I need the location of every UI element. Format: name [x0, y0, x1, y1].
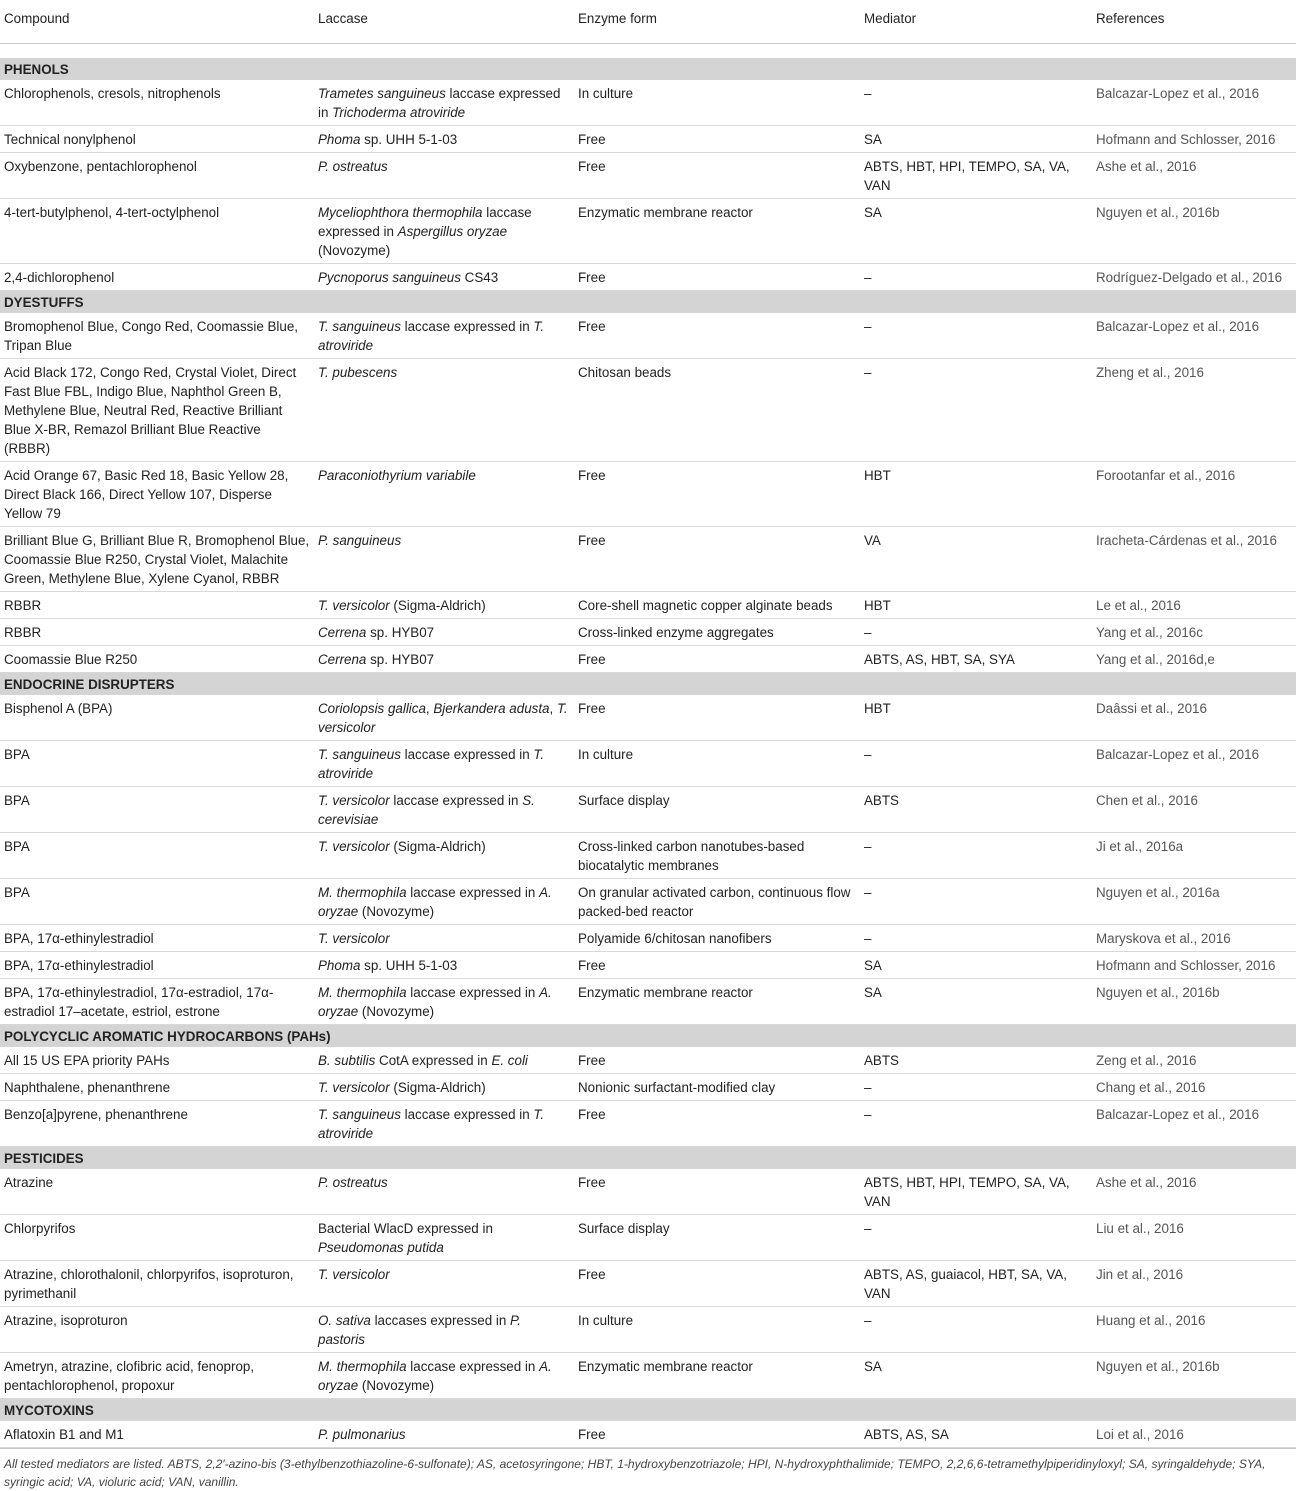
cell-mediator: –	[860, 925, 1092, 952]
cell-mediator: HBT	[860, 695, 1092, 741]
cell-compound: Ametryn, atrazine, clofibric acid, fenoprop, pentachlorophenol, propoxur	[0, 1353, 314, 1399]
cell-reference: Zeng et al., 2016	[1092, 1047, 1296, 1074]
cell-reference: Balcazar-Lopez et al., 2016	[1092, 313, 1296, 359]
cell-enzyme-form: Core-shell magnetic copper alginate beads	[574, 592, 860, 619]
cell-enzyme-form: Nonionic surfactant-modified clay	[574, 1074, 860, 1101]
cell-enzyme-form: Enzymatic membrane reactor	[574, 979, 860, 1025]
cell-reference: Liu et al., 2016	[1092, 1215, 1296, 1261]
table-row	[0, 592, 1296, 619]
cell-reference: Le et al., 2016	[1092, 592, 1296, 619]
cell-mediator: –	[860, 313, 1092, 359]
cell-enzyme-form: Free	[574, 1101, 860, 1147]
table-row	[0, 1421, 1296, 1448]
header-references: References	[1092, 0, 1296, 44]
cell-enzyme-form: Free	[574, 1261, 860, 1307]
cell-enzyme-form: Free	[574, 1047, 860, 1074]
cell-enzyme-form: Surface display	[574, 787, 860, 833]
table-row	[0, 1101, 1296, 1147]
table-row	[0, 1074, 1296, 1101]
cell-mediator: HBT	[860, 592, 1092, 619]
cell-enzyme-form: Enzymatic membrane reactor	[574, 1353, 860, 1399]
cell-laccase: Paraconiothyrium variabile	[314, 462, 574, 527]
cell-laccase: P. pulmonarius	[314, 1421, 574, 1448]
cell-reference: Ashe et al., 2016	[1092, 153, 1296, 199]
cell-laccase: P. sanguineus	[314, 527, 574, 592]
cell-mediator: –	[860, 1101, 1092, 1147]
table-row	[0, 462, 1296, 527]
cell-reference: Forootanfar et al., 2016	[1092, 462, 1296, 527]
section-header-row	[0, 291, 1296, 314]
cell-mediator: –	[860, 833, 1092, 879]
cell-enzyme-form: Free	[574, 1421, 860, 1448]
cell-mediator: –	[860, 264, 1092, 291]
cell-laccase: Myceliophthora thermophila laccase expressed in Aspergillus oryzae (Novozyme)	[314, 199, 574, 264]
table-row	[0, 1169, 1296, 1215]
cell-compound: Atrazine, isoproturon	[0, 1307, 314, 1353]
cell-laccase: T. versicolor (Sigma-Aldrich)	[314, 592, 574, 619]
cell-compound: RBBR	[0, 592, 314, 619]
cell-reference: Jin et al., 2016	[1092, 1261, 1296, 1307]
cell-compound: BPA, 17α-ethinylestradiol	[0, 925, 314, 952]
cell-enzyme-form: Free	[574, 153, 860, 199]
cell-laccase: Cerrena sp. HYB07	[314, 646, 574, 673]
cell-laccase: T. versicolor (Sigma-Aldrich)	[314, 833, 574, 879]
header-mediator: Mediator	[860, 0, 1092, 44]
header-enzyme-form: Enzyme form	[574, 0, 860, 44]
cell-reference: Balcazar-Lopez et al., 2016	[1092, 80, 1296, 126]
cell-laccase: T. versicolor	[314, 1261, 574, 1307]
cell-compound: Technical nonylphenol	[0, 126, 314, 153]
header-row	[0, 0, 1296, 44]
section-title: PESTICIDES	[0, 1147, 1296, 1170]
cell-reference: Balcazar-Lopez et al., 2016	[1092, 1101, 1296, 1147]
table-row	[0, 646, 1296, 673]
cell-enzyme-form: Free	[574, 527, 860, 592]
table-row	[0, 1353, 1296, 1399]
table-row	[0, 1215, 1296, 1261]
table-row	[0, 1261, 1296, 1307]
cell-laccase: P. ostreatus	[314, 153, 574, 199]
cell-compound: Acid Black 172, Congo Red, Crystal Violet, Direct Fast Blue FBL, Indigo Blue, Naphthol Green B, Methylene Blue, Neutral Red, Reactive Brilliant Blue X-BR, Remazol Brilliant Blue Reactive (RBBR)	[0, 359, 314, 462]
header-laccase: Laccase	[314, 0, 574, 44]
table-row	[0, 126, 1296, 153]
cell-laccase: M. thermophila laccase expressed in A. oryzae (Novozyme)	[314, 1353, 574, 1399]
cell-enzyme-form: Free	[574, 462, 860, 527]
cell-enzyme-form: On granular activated carbon, continuous flow packed-bed reactor	[574, 879, 860, 925]
cell-mediator: –	[860, 619, 1092, 646]
cell-compound: Chlorpyrifos	[0, 1215, 314, 1261]
cell-mediator: SA	[860, 126, 1092, 153]
table-row	[0, 313, 1296, 359]
cell-mediator: –	[860, 359, 1092, 462]
cell-enzyme-form: Free	[574, 313, 860, 359]
cell-mediator: ABTS	[860, 1047, 1092, 1074]
cell-mediator: VA	[860, 527, 1092, 592]
cell-mediator: –	[860, 879, 1092, 925]
table-row	[0, 1307, 1296, 1353]
table-row	[0, 695, 1296, 741]
section-title: ENDOCRINE DISRUPTERS	[0, 673, 1296, 696]
cell-reference: Yang et al., 2016d,e	[1092, 646, 1296, 673]
table-row	[0, 741, 1296, 787]
cell-laccase: M. thermophila laccase expressed in A. oryzae (Novozyme)	[314, 879, 574, 925]
cell-compound: BPA, 17α-ethinylestradiol, 17α-estradiol, 17α-estradiol 17–acetate, estriol, estrone	[0, 979, 314, 1025]
cell-laccase: T. versicolor laccase expressed in S. cerevisiae	[314, 787, 574, 833]
cell-mediator: –	[860, 80, 1092, 126]
cell-enzyme-form: Free	[574, 126, 860, 153]
section-title: POLYCYCLIC AROMATIC HYDROCARBONS (PAHs)	[0, 1025, 1296, 1048]
cell-enzyme-form: Free	[574, 264, 860, 291]
cell-compound: Atrazine	[0, 1169, 314, 1215]
cell-compound: BPA	[0, 787, 314, 833]
cell-compound: RBBR	[0, 619, 314, 646]
section-title: DYESTUFFS	[0, 291, 1296, 314]
cell-reference: Rodríguez-Delgado et al., 2016	[1092, 264, 1296, 291]
table-row	[0, 153, 1296, 199]
cell-mediator: ABTS	[860, 787, 1092, 833]
cell-reference: Hofmann and Schlosser, 2016	[1092, 952, 1296, 979]
cell-compound: Benzo[a]pyrene, phenanthrene	[0, 1101, 314, 1147]
cell-enzyme-form: In culture	[574, 741, 860, 787]
cell-laccase: T. sanguineus laccase expressed in T. atroviride	[314, 313, 574, 359]
cell-compound: Bromophenol Blue, Congo Red, Coomassie Blue, Tripan Blue	[0, 313, 314, 359]
cell-laccase: T. versicolor (Sigma-Aldrich)	[314, 1074, 574, 1101]
table-row	[0, 879, 1296, 925]
section-header-row	[0, 58, 1296, 80]
cell-laccase: Coriolopsis gallica, Bjerkandera adusta, T. versicolor	[314, 695, 574, 741]
table-header	[0, 0, 1296, 44]
cell-reference: Chen et al., 2016	[1092, 787, 1296, 833]
cell-enzyme-form: Cross-linked carbon nanotubes-based biocatalytic membranes	[574, 833, 860, 879]
cell-laccase: Pycnoporus sanguineus CS43	[314, 264, 574, 291]
cell-compound: Acid Orange 67, Basic Red 18, Basic Yellow 28, Direct Black 166, Direct Yellow 107, Disperse Yellow 79	[0, 462, 314, 527]
cell-reference: Hofmann and Schlosser, 2016	[1092, 126, 1296, 153]
cell-laccase: Trametes sanguineus laccase expressed in Trichoderma atroviride	[314, 80, 574, 126]
table-row	[0, 952, 1296, 979]
cell-enzyme-form: In culture	[574, 1307, 860, 1353]
cell-laccase: P. ostreatus	[314, 1169, 574, 1215]
cell-reference: Nguyen et al., 2016a	[1092, 879, 1296, 925]
cell-compound: BPA	[0, 833, 314, 879]
cell-laccase: Phoma sp. UHH 5-1-03	[314, 126, 574, 153]
cell-mediator: ABTS, AS, SA	[860, 1421, 1092, 1448]
table-row	[0, 80, 1296, 126]
cell-mediator: –	[860, 1074, 1092, 1101]
cell-compound: Atrazine, chlorothalonil, chlorpyrifos, isoproturon, pyrimethanil	[0, 1261, 314, 1307]
table-row	[0, 833, 1296, 879]
table-footnote: All tested mediators are listed. ABTS, 2,2′-azino-bis (3-ethylbenzothiazoline-6-sulfonate); AS, acetosyringone; HBT, 1-hydroxybenzotriazole; HPI, N-hydroxyphthalimide; TEMPO, 2,2,6,6-tetramethylpiperidinyloxyl; SA, syringaldehyde; SYA, syringic acid; VA, violuric acid; VAN, vanillin.	[0, 1448, 1296, 1491]
cell-laccase: O. sativa laccases expressed in P. pastoris	[314, 1307, 574, 1353]
cell-laccase: T. versicolor	[314, 925, 574, 952]
cell-reference: Nguyen et al., 2016b	[1092, 979, 1296, 1025]
cell-reference: Iracheta-Cárdenas et al., 2016	[1092, 527, 1296, 592]
cell-reference: Balcazar-Lopez et al., 2016	[1092, 741, 1296, 787]
cell-reference: Nguyen et al., 2016b	[1092, 1353, 1296, 1399]
cell-compound: Bisphenol A (BPA)	[0, 695, 314, 741]
cell-laccase: Cerrena sp. HYB07	[314, 619, 574, 646]
cell-reference: Loi et al., 2016	[1092, 1421, 1296, 1448]
cell-laccase: B. subtilis CotA expressed in E. coli	[314, 1047, 574, 1074]
cell-laccase: T. pubescens	[314, 359, 574, 462]
table-row	[0, 619, 1296, 646]
cell-compound: BPA	[0, 741, 314, 787]
table-row	[0, 527, 1296, 592]
section-title: MYCOTOXINS	[0, 1399, 1296, 1422]
cell-mediator: SA	[860, 199, 1092, 264]
cell-reference: Daâssi et al., 2016	[1092, 695, 1296, 741]
cell-reference: Ji et al., 2016a	[1092, 833, 1296, 879]
cell-reference: Huang et al., 2016	[1092, 1307, 1296, 1353]
cell-laccase: T. sanguineus laccase expressed in T. atroviride	[314, 741, 574, 787]
cell-compound: Naphthalene, phenanthrene	[0, 1074, 314, 1101]
cell-enzyme-form: Chitosan beads	[574, 359, 860, 462]
section-header-row	[0, 1399, 1296, 1422]
cell-compound: Brilliant Blue G, Brilliant Blue R, Bromophenol Blue, Coomassie Blue R250, Crystal Violet, Malachite Green, Methylene Blue, Xylene Cyanol, RBBR	[0, 527, 314, 592]
cell-compound: Aflatoxin B1 and M1	[0, 1421, 314, 1448]
cell-enzyme-form: Cross-linked enzyme aggregates	[574, 619, 860, 646]
cell-enzyme-form: Free	[574, 952, 860, 979]
cell-reference: Nguyen et al., 2016b	[1092, 199, 1296, 264]
table-row	[0, 925, 1296, 952]
cell-compound: 4-tert-butylphenol, 4-tert-octylphenol	[0, 199, 314, 264]
cell-mediator: –	[860, 1215, 1092, 1261]
section-title: PHENOLS	[0, 58, 1296, 80]
cell-compound: Coomassie Blue R250	[0, 646, 314, 673]
cell-compound: BPA	[0, 879, 314, 925]
cell-enzyme-form: Free	[574, 646, 860, 673]
cell-compound: All 15 US EPA priority PAHs	[0, 1047, 314, 1074]
section-header-row	[0, 673, 1296, 696]
cell-mediator: SA	[860, 1353, 1092, 1399]
cell-reference: Chang et al., 2016	[1092, 1074, 1296, 1101]
cell-mediator: ABTS, HBT, HPI, TEMPO, SA, VA, VAN	[860, 1169, 1092, 1215]
section-header-row	[0, 1025, 1296, 1048]
cell-compound: Oxybenzone, pentachlorophenol	[0, 153, 314, 199]
cell-compound: Chlorophenols, cresols, nitrophenols	[0, 80, 314, 126]
cell-compound: 2,4-dichlorophenol	[0, 264, 314, 291]
cell-laccase: T. sanguineus laccase expressed in T. atroviride	[314, 1101, 574, 1147]
table-row	[0, 1047, 1296, 1074]
cell-mediator: ABTS, AS, guaiacol, HBT, SA, VA, VAN	[860, 1261, 1092, 1307]
table-row	[0, 787, 1296, 833]
table-row	[0, 264, 1296, 291]
cell-mediator: –	[860, 741, 1092, 787]
header-spacer	[0, 44, 1296, 59]
cell-mediator: HBT	[860, 462, 1092, 527]
table-body	[0, 44, 1296, 1448]
cell-laccase: Bacterial WlacD expressed in Pseudomonas putida	[314, 1215, 574, 1261]
table-row	[0, 359, 1296, 462]
cell-enzyme-form: Free	[574, 1169, 860, 1215]
cell-reference: Maryskova et al., 2016	[1092, 925, 1296, 952]
table-row	[0, 199, 1296, 264]
cell-mediator: ABTS, AS, HBT, SA, SYA	[860, 646, 1092, 673]
cell-laccase: M. thermophila laccase expressed in A. oryzae (Novozyme)	[314, 979, 574, 1025]
cell-mediator: ABTS, HBT, HPI, TEMPO, SA, VA, VAN	[860, 153, 1092, 199]
cell-reference: Yang et al., 2016c	[1092, 619, 1296, 646]
cell-mediator: SA	[860, 979, 1092, 1025]
cell-reference: Ashe et al., 2016	[1092, 1169, 1296, 1215]
cell-enzyme-form: Free	[574, 695, 860, 741]
cell-enzyme-form: Enzymatic membrane reactor	[574, 199, 860, 264]
table-row	[0, 979, 1296, 1025]
cell-enzyme-form: In culture	[574, 80, 860, 126]
section-header-row	[0, 1147, 1296, 1170]
cell-reference: Zheng et al., 2016	[1092, 359, 1296, 462]
cell-enzyme-form: Surface display	[574, 1215, 860, 1261]
cell-enzyme-form: Polyamide 6/chitosan nanofibers	[574, 925, 860, 952]
cell-laccase: Phoma sp. UHH 5-1-03	[314, 952, 574, 979]
cell-mediator: SA	[860, 952, 1092, 979]
cell-mediator: –	[860, 1307, 1092, 1353]
header-compound: Compound	[0, 0, 314, 44]
cell-compound: BPA, 17α-ethinylestradiol	[0, 952, 314, 979]
